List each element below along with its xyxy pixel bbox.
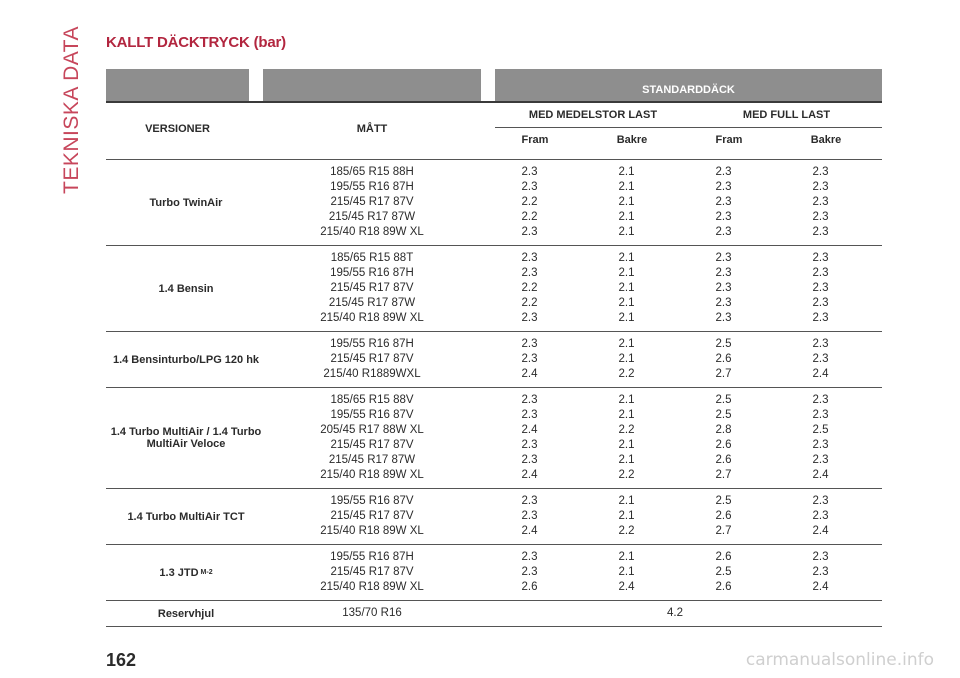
spare-pressure [481,606,869,621]
pressure-medium-rear: 2.1 [618,409,635,421]
spare-size [263,606,481,621]
version-name [106,545,266,600]
tire-size: 195/55 R16 87V [330,409,414,421]
pressure-medium-front: 2.3 [521,394,538,406]
tire-size: 215/40 R18 89W XL [320,581,424,593]
pressure-medium-rear: 2.1 [618,338,635,350]
version-text: Turbo TwinAir [149,196,223,209]
pressure-full-front-column [675,251,772,326]
pressure-full-front: 2.3 [715,166,732,178]
header-bar-size [263,69,481,101]
pressure-full-front: 2.6 [715,353,732,365]
table-row-spare [106,601,882,627]
pressure-full-rear: 2.4 [812,368,829,380]
side-section-title [52,26,92,194]
pressure-medium-front: 2.4 [521,525,538,537]
tire-size: 215/45 R17 87V [330,439,414,451]
pressure-full-rear: 2.3 [812,353,829,365]
pressure-medium-rear: 2.1 [618,252,635,264]
header-standard-tires: STANDARDDÄCK [495,69,882,101]
tire-size: 215/40 R18 89W XL [320,226,424,238]
tire-size: 185/65 R15 88T [330,252,414,264]
pressure-full-front: 2.5 [715,409,732,421]
pressure-medium-front-column [481,165,578,240]
version-name [106,489,266,544]
tire-size: 215/45 R17 87V [330,353,414,365]
pressure-medium-front: 2.2 [521,196,538,208]
pressure-medium-front: 2.3 [521,252,538,264]
pressure-full-rear-column [772,337,869,382]
pressure-full-rear: 2.4 [812,525,829,537]
pressure-medium-front: 2.2 [521,211,538,223]
tire-size: 195/55 R16 87H [330,181,414,193]
pressure-full-front: 2.3 [715,196,732,208]
tire-size-column [263,494,481,539]
pressure-full-rear-column [772,393,869,483]
pressure-medium-rear: 2.2 [618,525,635,537]
pressure-full-front: 2.7 [715,368,732,380]
pressure-full-rear: 2.3 [812,338,829,350]
version-text: 1.4 Turbo MultiAir TCT [127,510,245,523]
pressure-full-rear: 2.3 [812,566,829,578]
pressure-medium-rear: 2.4 [618,581,635,593]
pressure-full-rear: 2.3 [812,551,829,563]
section-title: KALLT DÄCKTRYCK (bar) [106,34,286,51]
pressure-full-rear: 2.3 [812,226,829,238]
pressure-full-rear: 2.3 [812,510,829,522]
pressure-full-front: 2.3 [715,181,732,193]
pressure-medium-rear-column [578,337,675,382]
pressure-full-rear: 2.3 [812,495,829,507]
table-body [106,160,882,601]
pressure-medium-front: 2.3 [521,312,538,324]
pressure-full-front: 2.7 [715,525,732,537]
tire-size: 215/40 R18 89W XL [320,312,424,324]
pressure-medium-rear: 2.1 [618,181,635,193]
version-text: 1.3 JTD [159,566,199,579]
watermark: carmanualsonline.info [745,650,934,670]
pressure-full-front-column [675,337,772,382]
tire-size: 215/45 R17 87V [330,510,414,522]
pressure-medium-front: 2.3 [521,166,538,178]
tire-size: 215/45 R17 87W [328,211,416,223]
pressure-full-rear: 2.5 [812,424,829,436]
tire-size-column [263,165,481,240]
pressure-medium-rear: 2.1 [618,297,635,309]
tire-size: 215/45 R17 87V [330,196,414,208]
pressure-full-rear: 2.4 [812,469,829,481]
pressure-full-rear: 2.3 [812,267,829,279]
pressure-full-front: 2.7 [715,469,732,481]
subheader-medium-rear: Bakre [616,134,648,146]
version-name [106,388,266,488]
pressure-medium-rear: 2.1 [618,196,635,208]
pressure-full-rear: 2.3 [812,252,829,264]
version-text: 1.4 Bensinturbo/LPG 120 hk [112,353,260,366]
pressure-full-front-column [675,550,772,595]
pressure-medium-front: 2.3 [521,353,538,365]
tire-size: 215/40 R1889WXL [323,368,421,380]
pressure-medium-front: 2.3 [521,454,538,466]
column-header-medium-load: MED MEDELSTOR LAST [528,109,658,121]
tire-size: 215/45 R17 87V [330,282,414,294]
tire-pressure-table [106,69,882,627]
version-text: 1.4 Turbo MultiAir / 1.4 Turbo MultiAir Veloce [110,426,262,450]
tire-size: 215/40 R18 89W XL [320,525,424,537]
version-name [106,246,266,331]
table-row [106,545,882,601]
pressure-medium-rear: 2.1 [618,312,635,324]
pressure-full-front: 2.6 [715,551,732,563]
pressure-full-rear-column [772,165,869,240]
pressure-medium-front: 2.2 [521,282,538,294]
tire-size: 185/65 R15 88V [330,394,414,406]
tire-size: 205/45 R17 88W XL [320,424,424,436]
spare-label: Reservhjul [157,607,215,620]
table-row [106,246,882,332]
pressure-medium-front-column [481,550,578,595]
table-row [106,332,882,388]
column-header-full-load: MED FULL LAST [742,109,831,121]
pressure-medium-rear: 2.1 [618,166,635,178]
pressure-full-rear: 2.3 [812,312,829,324]
pressure-medium-rear: 2.1 [618,394,635,406]
pressure-medium-front-column [481,494,578,539]
pressure-medium-rear: 2.1 [618,510,635,522]
pressure-medium-front: 2.3 [521,495,538,507]
pressure-full-rear: 2.3 [812,211,829,223]
pressure-medium-front: 2.3 [521,510,538,522]
pressure-full-front: 2.6 [715,581,732,593]
pressure-medium-front: 2.3 [521,409,538,421]
pressure-full-rear: 2.3 [812,394,829,406]
pressure-medium-rear: 2.1 [618,353,635,365]
version-text: 1.4 Bensin [158,282,214,295]
pressure-full-rear: 2.3 [812,282,829,294]
table-row [106,160,882,246]
pressure-medium-rear-column [578,494,675,539]
spare-pressure-value: 4.2 [667,607,683,619]
pressure-full-front: 2.5 [715,566,732,578]
pressure-full-rear: 2.4 [812,581,829,593]
pressure-full-front: 2.5 [715,394,732,406]
version-name [106,332,266,387]
pressure-full-front-column [675,494,772,539]
pressure-full-front-column [675,393,772,483]
side-title-text: TEKNISKA DATA [60,26,83,194]
pressure-full-rear-column [772,550,869,595]
pressure-full-rear: 2.3 [812,454,829,466]
pressure-full-rear-column [772,251,869,326]
pressure-full-rear: 2.3 [812,439,829,451]
subheader-divider [495,127,882,128]
pressure-full-front: 2.6 [715,510,732,522]
pressure-full-front: 2.3 [715,312,732,324]
pressure-medium-front: 2.3 [521,226,538,238]
spare-size-value: 135/70 R16 [342,607,402,619]
pressure-full-front: 2.8 [715,424,732,436]
pressure-full-front: 2.3 [715,211,732,223]
header-bar-versions [106,69,249,101]
pressure-full-front: 2.3 [715,252,732,264]
pressure-medium-rear-column [578,550,675,595]
pressure-full-front: 2.5 [715,495,732,507]
pressure-full-rear: 2.3 [812,166,829,178]
subheader-full-rear: Bakre [810,134,842,146]
pressure-full-front: 2.6 [715,439,732,451]
pressure-medium-front: 2.3 [521,551,538,563]
table-column-headers [106,103,882,160]
tire-size: 215/45 R17 87V [330,566,414,578]
pressure-medium-rear: 2.1 [618,439,635,451]
pressure-medium-front: 2.2 [521,297,538,309]
tire-size-column [263,550,481,595]
pressure-medium-front-column [481,251,578,326]
table-header-bars [106,69,882,101]
pressure-medium-rear: 2.1 [618,211,635,223]
tire-size: 195/55 R16 87V [330,495,414,507]
tire-size: 215/45 R17 87W [328,297,416,309]
pressure-medium-rear: 2.2 [618,424,635,436]
pressure-medium-rear: 2.1 [618,495,635,507]
pressure-medium-front: 2.3 [521,267,538,279]
column-header-versions: VERSIONER [145,123,210,135]
pressure-medium-rear: 2.1 [618,267,635,279]
pressure-medium-front: 2.3 [521,439,538,451]
pressure-medium-front: 2.4 [521,368,538,380]
pressure-medium-rear: 2.1 [618,226,635,238]
pressure-medium-front: 2.3 [521,181,538,193]
pressure-medium-front-column [481,393,578,483]
pressure-medium-rear: 2.1 [618,454,635,466]
pressure-medium-front-column [481,337,578,382]
version-name [106,160,266,245]
column-header-size: MÅTT [356,123,388,135]
pressure-full-front-column [675,165,772,240]
pressure-medium-rear-column [578,165,675,240]
pressure-medium-rear-column [578,251,675,326]
table-row [106,489,882,545]
tire-size: 185/65 R15 88H [330,166,414,178]
pressure-medium-front: 2.3 [521,566,538,578]
pressure-medium-rear: 2.1 [618,282,635,294]
pressure-full-front: 2.6 [715,454,732,466]
pressure-medium-front: 2.6 [521,581,538,593]
pressure-full-rear-column [772,494,869,539]
pressure-medium-rear: 2.2 [618,469,635,481]
pressure-full-front: 2.3 [715,226,732,238]
tire-size: 215/40 R18 89W XL [320,469,424,481]
subheader-full-front: Fram [715,134,743,146]
pressure-medium-rear: 2.2 [618,368,635,380]
pressure-full-front: 2.3 [715,297,732,309]
tire-size: 195/55 R16 87H [330,551,414,563]
pressure-full-rear: 2.3 [812,409,829,421]
pressure-medium-front: 2.4 [521,424,538,436]
tire-size-column [263,393,481,483]
pressure-medium-front: 2.3 [521,338,538,350]
subheader-medium-front: Fram [521,134,549,146]
tire-size: 195/55 R16 87H [330,267,414,279]
pressure-full-rear: 2.3 [812,297,829,309]
pressure-full-rear: 2.3 [812,181,829,193]
pressure-full-front: 2.3 [715,282,732,294]
version-subscript: M-2 [200,568,213,576]
pressure-medium-rear: 2.1 [618,551,635,563]
tire-size: 215/45 R17 87W [328,454,416,466]
pressure-medium-front: 2.4 [521,469,538,481]
page-number: 162 [106,650,137,670]
tire-size: 195/55 R16 87H [330,338,414,350]
pressure-full-front: 2.5 [715,338,732,350]
tire-size-column [263,337,481,382]
pressure-full-rear: 2.3 [812,196,829,208]
tire-size-column [263,251,481,326]
pressure-medium-rear-column [578,393,675,483]
pressure-full-front: 2.3 [715,267,732,279]
pressure-medium-rear: 2.1 [618,566,635,578]
table-row [106,388,882,489]
